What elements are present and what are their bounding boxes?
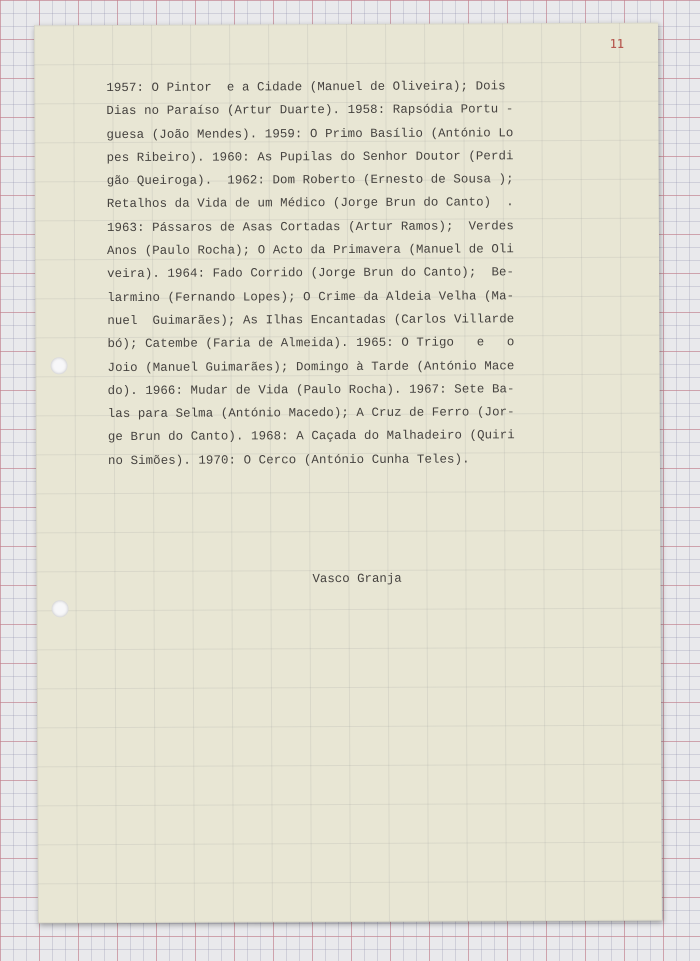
text-line: pes Ribeiro). 1960: As Pupilas do Senhor Doutor (Perdi [106,149,514,165]
filmography-text [106,75,568,473]
text-line: veira). 1964: Fado Corrido (Jorge Brun do Canto); Be- [107,265,515,282]
text-line: do). 1966: Mudar de Vida (Paulo Rocha). 1967: Sete Ba- [107,382,515,398]
text-line: nuel Guimarães); As Ilhas Encantadas (Carlos Villarde [107,312,515,329]
text-line: bó); Catembe (Faria de Almeida). 1965: O Trigo e o [107,335,515,352]
text-line: gão Queiroga). 1962: Dom Roberto (Ernesto de Sousa ); [106,172,514,189]
text-line: Joio (Manuel Guimarães); Domingo à Tarde (António Mace [107,358,515,375]
text-line: no Simões). 1970: O Cerco (António Cunha Teles). [107,452,470,468]
text-line: guesa (João Mendes). 1959: O Primo Basílio (António Lo [106,125,514,142]
text-line: Retalhos da Vida de um Médico (Jorge Brun do Canto) . [106,195,514,212]
punch-hole-bottom [52,600,69,617]
text-line: las para Selma (António Macedo); A Cruz de Ferro (Jor- [107,405,515,422]
text-line: 1957: O Pintor e a Cidade (Manuel de Oliveira); Dois [106,79,506,96]
page-number: 11 [609,36,625,51]
document-page [34,23,662,924]
text-line: Anos (Paulo Rocha); O Acto da Primavera (Manuel de Oli [106,242,514,259]
text-line: Dias no Paraíso (Artur Duarte). 1958: Rapsódia Portu - [106,102,514,119]
text-line: 1963: Pássaros de Asas Cortadas (Artur Ramos); Verdes [106,219,514,235]
punch-hole-top [50,357,67,374]
author-signature: Vasco Granja [312,571,402,587]
text-line: larmino (Fernando Lopes); O Crime da Aldeia Velha (Ma- [107,288,515,305]
text-line: ge Brun do Canto). 1968: A Caçada do Malhadeiro (Quiri [107,428,515,445]
